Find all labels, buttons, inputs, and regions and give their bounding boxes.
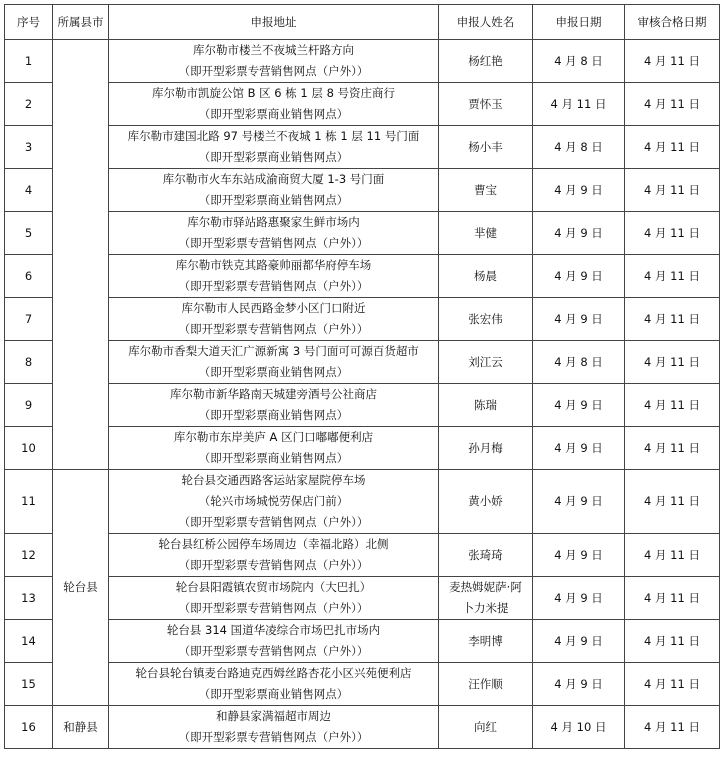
address-note: （即开型彩票商业销售网点） bbox=[198, 451, 349, 465]
table-row bbox=[5, 40, 720, 83]
row-number: 13 bbox=[5, 577, 53, 620]
address-line: 轮台县 314 国道华凌综合市场巴扎市场内 bbox=[166, 623, 381, 637]
address-cell bbox=[109, 384, 439, 427]
address-note: （即开型彩票专营销售网点（户外）） bbox=[178, 644, 369, 658]
address-cell bbox=[109, 427, 439, 470]
applicant-name bbox=[439, 620, 533, 663]
address-line: 库尔勒市人民西路金梦小区门口附近 bbox=[181, 301, 366, 315]
apply-date: 4 月 11 日 bbox=[533, 83, 625, 126]
applicant-name-line: 杨晨 bbox=[474, 268, 497, 283]
lottery-outlet-table bbox=[4, 4, 720, 749]
address-note: （即开型彩票专营销售网点（户外）） bbox=[178, 279, 369, 293]
apply-date: 4 月 10 日 bbox=[533, 706, 625, 749]
table-row bbox=[5, 169, 720, 212]
approve-date: 4 月 11 日 bbox=[625, 470, 720, 534]
address-note: （即开型彩票专营销售网点（户外）） bbox=[178, 236, 369, 250]
apply-date: 4 月 9 日 bbox=[533, 427, 625, 470]
address-note: （即开型彩票商业销售网点） bbox=[198, 193, 349, 207]
address-note: （即开型彩票商业销售网点） bbox=[198, 365, 349, 379]
address-cell bbox=[109, 341, 439, 384]
approve-date: 4 月 11 日 bbox=[625, 534, 720, 577]
address-line: 库尔勒市凯旋公馆 B 区 6 栋 1 层 8 号资庄商行 bbox=[151, 86, 396, 100]
county-cell: 和静县 bbox=[53, 706, 109, 749]
address-cell bbox=[109, 40, 439, 83]
apply-date: 4 月 9 日 bbox=[533, 577, 625, 620]
approve-date: 4 月 11 日 bbox=[625, 298, 720, 341]
applicant-name bbox=[439, 427, 533, 470]
address-line: 轮台县阳霞镇农贸市场院内（大巴扎） bbox=[175, 580, 372, 594]
applicant-name bbox=[439, 663, 533, 706]
apply-date: 4 月 9 日 bbox=[533, 384, 625, 427]
approve-date: 4 月 11 日 bbox=[625, 577, 720, 620]
apply-date: 4 月 8 日 bbox=[533, 126, 625, 169]
applicant-name-line: 孙月梅 bbox=[468, 440, 503, 455]
header-row bbox=[5, 5, 720, 40]
address-line: 轮台县轮台镇麦台路迪克西姆丝路杏花小区兴苑便利店 bbox=[135, 666, 412, 680]
address-cell bbox=[109, 298, 439, 341]
address-cell bbox=[109, 169, 439, 212]
applicant-name-line: 芈健 bbox=[474, 225, 497, 240]
applicant-name-line: 卜力米提 bbox=[462, 601, 509, 615]
row-number: 1 bbox=[5, 40, 53, 83]
address-line: 库尔勒市火车东站成渝商贸大厦 1-3 号门面 bbox=[162, 172, 385, 186]
approve-date: 4 月 11 日 bbox=[625, 706, 720, 749]
approve-date: 4 月 11 日 bbox=[625, 255, 720, 298]
applicant-name bbox=[439, 470, 533, 534]
table-row bbox=[5, 470, 720, 534]
address-line: 轮台县红桥公园停车场周边（幸福北路）北侧 bbox=[158, 537, 389, 551]
address-line: 和静县家满福超市周边 bbox=[216, 709, 331, 723]
approve-date: 4 月 11 日 bbox=[625, 663, 720, 706]
row-number: 2 bbox=[5, 83, 53, 126]
applicant-name bbox=[439, 83, 533, 126]
row-number: 4 bbox=[5, 169, 53, 212]
applicant-name-line: 麦热姆妮萨·阿 bbox=[449, 580, 522, 594]
apply-date: 4 月 9 日 bbox=[533, 470, 625, 534]
approve-date: 4 月 11 日 bbox=[625, 341, 720, 384]
applicant-name-line: 陈瑞 bbox=[474, 397, 497, 412]
table-row bbox=[5, 706, 720, 749]
row-number: 14 bbox=[5, 620, 53, 663]
address-cell bbox=[109, 706, 439, 749]
row-number: 9 bbox=[5, 384, 53, 427]
row-number: 16 bbox=[5, 706, 53, 749]
applicant-name-line: 杨小丰 bbox=[468, 139, 503, 154]
applicant-name bbox=[439, 577, 533, 620]
county-cell bbox=[53, 40, 109, 470]
applicant-name-line: 向红 bbox=[474, 719, 497, 734]
address-cell bbox=[109, 534, 439, 577]
address-cell bbox=[109, 470, 439, 534]
address-cell bbox=[109, 577, 439, 620]
approve-date: 4 月 11 日 bbox=[625, 126, 720, 169]
applicant-name bbox=[439, 169, 533, 212]
table-row bbox=[5, 663, 720, 706]
table-row bbox=[5, 341, 720, 384]
address-cell bbox=[109, 126, 439, 169]
table-row bbox=[5, 620, 720, 663]
address-cell bbox=[109, 83, 439, 126]
apply-date: 4 月 8 日 bbox=[533, 341, 625, 384]
apply-date: 4 月 9 日 bbox=[533, 212, 625, 255]
approve-date: 4 月 11 日 bbox=[625, 83, 720, 126]
header-county: 所属县市 bbox=[53, 5, 109, 40]
row-number: 12 bbox=[5, 534, 53, 577]
header-approve-date: 审核合格日期 bbox=[625, 5, 720, 40]
applicant-name bbox=[439, 255, 533, 298]
address-line: 轮台县交通西路客运站家屋院停车场 bbox=[181, 473, 366, 487]
apply-date: 4 月 8 日 bbox=[533, 40, 625, 83]
row-number: 15 bbox=[5, 663, 53, 706]
table-row bbox=[5, 298, 720, 341]
approve-date: 4 月 11 日 bbox=[625, 169, 720, 212]
table-row bbox=[5, 534, 720, 577]
apply-date: 4 月 9 日 bbox=[533, 534, 625, 577]
apply-date: 4 月 9 日 bbox=[533, 663, 625, 706]
address-note: （即开型彩票商业销售网点） bbox=[198, 408, 349, 422]
apply-date: 4 月 9 日 bbox=[533, 298, 625, 341]
header-address: 申报地址 bbox=[109, 5, 439, 40]
address-note: （即开型彩票商业销售网点） bbox=[198, 107, 349, 121]
table-row bbox=[5, 577, 720, 620]
row-number: 5 bbox=[5, 212, 53, 255]
approve-date: 4 月 11 日 bbox=[625, 384, 720, 427]
applicant-name bbox=[439, 706, 533, 749]
address-note: （即开型彩票商业销售网点） bbox=[198, 687, 349, 701]
address-note: （即开型彩票专营销售网点（户外）） bbox=[178, 64, 369, 78]
address-line: 库尔勒市铁克其路豪帅丽都华府停车场 bbox=[175, 258, 372, 272]
table-row bbox=[5, 384, 720, 427]
applicant-name bbox=[439, 212, 533, 255]
applicant-name bbox=[439, 40, 533, 83]
address-cell bbox=[109, 255, 439, 298]
applicant-name-line: 张宏伟 bbox=[468, 311, 503, 326]
address-line: 库尔勒市驿站路惠聚家生鲜市场内 bbox=[187, 215, 360, 229]
table-row bbox=[5, 126, 720, 169]
applicant-name bbox=[439, 298, 533, 341]
document-page bbox=[4, 4, 719, 749]
address-cell bbox=[109, 620, 439, 663]
applicant-name-line: 黄小娇 bbox=[468, 494, 503, 508]
row-number: 7 bbox=[5, 298, 53, 341]
address-line: 库尔勒市新华路南天城建旁酒号公社商店 bbox=[170, 387, 377, 401]
address-cell bbox=[109, 663, 439, 706]
applicant-name-line: 贾怀玉 bbox=[468, 96, 503, 111]
address-note: （即开型彩票商业销售网点） bbox=[198, 150, 349, 164]
applicant-name-line: 李明博 bbox=[468, 633, 503, 648]
address-line: 库尔勒市楼兰不夜城兰杆路方向 bbox=[193, 43, 354, 57]
approve-date: 4 月 11 日 bbox=[625, 620, 720, 663]
address-line: 库尔勒市建国北路 97 号楼兰不夜城 1 栋 1 层 11 号门面 bbox=[127, 129, 420, 143]
address-line: 库尔勒市香梨大道天汇广源新寓 3 号门面可可源百货超市 bbox=[128, 344, 419, 358]
county-cell: 轮台县 bbox=[53, 470, 109, 706]
address-cell bbox=[109, 212, 439, 255]
address-note: （即开型彩票专营销售网点（户外）） bbox=[178, 558, 369, 572]
applicant-name bbox=[439, 341, 533, 384]
apply-date: 4 月 9 日 bbox=[533, 255, 625, 298]
address-note: （即开型彩票专营销售网点（户外）） bbox=[178, 730, 369, 744]
approve-date: 4 月 11 日 bbox=[625, 40, 720, 83]
applicant-name bbox=[439, 384, 533, 427]
table-row bbox=[5, 255, 720, 298]
applicant-name-line: 曹宝 bbox=[474, 182, 497, 197]
address-note: （即开型彩票专营销售网点（户外）） bbox=[178, 322, 369, 336]
row-number: 3 bbox=[5, 126, 53, 169]
applicant-name bbox=[439, 126, 533, 169]
header-no: 序号 bbox=[5, 5, 53, 40]
applicant-name-line: 杨红艳 bbox=[468, 53, 503, 68]
applicant-name bbox=[439, 534, 533, 577]
header-applicant: 申报人姓名 bbox=[439, 5, 533, 40]
row-number: 11 bbox=[5, 470, 53, 534]
address-line: 库尔勒市东岸美庐 A 区门口嘟嘟便利店 bbox=[173, 430, 374, 444]
table-row bbox=[5, 427, 720, 470]
address-note: （即开型彩票专营销售网点（户外）） bbox=[178, 601, 369, 615]
apply-date: 4 月 9 日 bbox=[533, 620, 625, 663]
table-row bbox=[5, 83, 720, 126]
applicant-name-line: 张琦琦 bbox=[468, 547, 503, 562]
apply-date: 4 月 9 日 bbox=[533, 169, 625, 212]
approve-date: 4 月 11 日 bbox=[625, 212, 720, 255]
address-note: （即开型彩票专营销售网点（户外）） bbox=[178, 515, 369, 529]
approve-date: 4 月 11 日 bbox=[625, 427, 720, 470]
header-apply-date: 申报日期 bbox=[533, 5, 625, 40]
table-row bbox=[5, 212, 720, 255]
applicant-name-line: 汪作顺 bbox=[468, 676, 503, 691]
row-number: 8 bbox=[5, 341, 53, 384]
address-note: （轮兴市场城悦劳保店门前） bbox=[198, 494, 349, 508]
row-number: 10 bbox=[5, 427, 53, 470]
row-number: 6 bbox=[5, 255, 53, 298]
applicant-name-line: 刘江云 bbox=[468, 354, 503, 369]
